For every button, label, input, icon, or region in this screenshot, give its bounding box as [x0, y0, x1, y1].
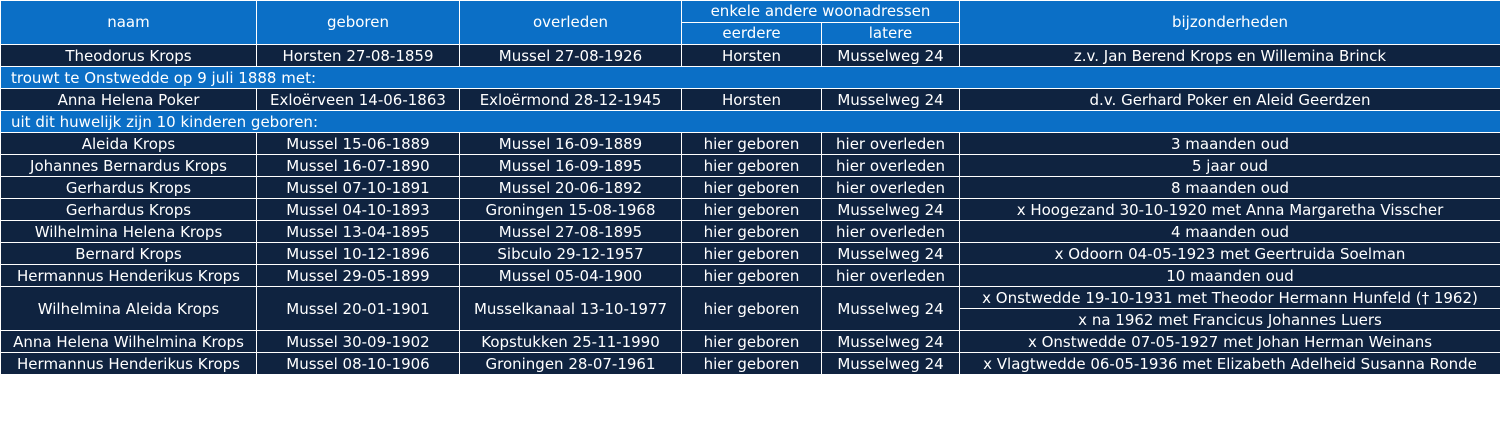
cell-overleden: Groningen 28-07-1961	[460, 353, 682, 375]
cell-overleden: Kopstukken 25-11-1990	[460, 331, 682, 353]
cell-naam: Wilhelmina Helena Krops	[1, 221, 257, 243]
cell-latere: Musselweg 24	[822, 89, 960, 111]
cell-overleden: Mussel 16-09-1895	[460, 155, 682, 177]
cell-bijzonderheden-2: x na 1962 met Francicus Johannes Luers	[960, 309, 1500, 331]
children-note-row	[1, 111, 1500, 133]
cell-overleden: Exloërmond 28-12-1945	[460, 89, 682, 111]
cell-eerdere: hier geboren	[682, 243, 822, 265]
header-geboren: geboren	[257, 1, 460, 45]
cell-overleden: Groningen 15-08-1968	[460, 199, 682, 221]
cell-eerdere: hier geboren	[682, 265, 822, 287]
cell-latere: Musselweg 24	[822, 199, 960, 221]
header-woonadressen: enkele andere woonadressen	[682, 1, 960, 23]
cell-eerdere: hier geboren	[682, 199, 822, 221]
cell-latere: hier overleden	[822, 155, 960, 177]
header-overleden: overleden	[460, 1, 682, 45]
cell-latere: hier overleden	[822, 221, 960, 243]
cell-bijzonderheden: d.v. Gerhard Poker en Aleid Geerdzen	[960, 89, 1500, 111]
cell-geboren: Mussel 04-10-1893	[257, 199, 460, 221]
cell-eerdere: Horsten	[682, 89, 822, 111]
cell-latere: hier overleden	[822, 133, 960, 155]
cell-geboren: Mussel 10-12-1896	[257, 243, 460, 265]
cell-naam: Gerhardus Krops	[1, 199, 257, 221]
cell-bijzonderheden: x Hoogezand 30-10-1920 met Anna Margaretha Visscher	[960, 199, 1500, 221]
husband-row	[1, 45, 1500, 67]
cell-bijzonderheden: 10 maanden oud	[960, 265, 1500, 287]
children-note: uit dit huwelijk zijn 10 kinderen geboren:	[1, 111, 1500, 133]
cell-latere: hier overleden	[822, 177, 960, 199]
cell-overleden: Mussel 20-06-1892	[460, 177, 682, 199]
child-row	[1, 133, 1500, 155]
cell-latere: Musselweg 24	[822, 45, 960, 67]
cell-bijzonderheden: 3 maanden oud	[960, 133, 1500, 155]
cell-eerdere: hier geboren	[682, 331, 822, 353]
header-row	[1, 1, 1500, 23]
child-row	[1, 331, 1500, 353]
cell-naam: Theodorus Krops	[1, 45, 257, 67]
cell-eerdere: hier geboren	[682, 155, 822, 177]
cell-latere: Musselweg 24	[822, 353, 960, 375]
cell-latere: Musselweg 24	[822, 243, 960, 265]
cell-eerdere: hier geboren	[682, 177, 822, 199]
header-bijzonderheden: bijzonderheden	[960, 1, 1500, 45]
child-row	[1, 155, 1500, 177]
cell-overleden: Mussel 27-08-1926	[460, 45, 682, 67]
cell-bijzonderheden: 8 maanden oud	[960, 177, 1500, 199]
child-row	[1, 243, 1500, 265]
cell-geboren: Mussel 08-10-1906	[257, 353, 460, 375]
cell-bijzonderheden: x Odoorn 04-05-1923 met Geertruida Soelman	[960, 243, 1500, 265]
header-latere: latere	[822, 23, 960, 45]
cell-bijzonderheden: z.v. Jan Berend Krops en Willemina Brinck	[960, 45, 1500, 67]
cell-eerdere: hier geboren	[682, 353, 822, 375]
child-row	[1, 177, 1500, 199]
cell-eerdere: hier geboren	[682, 133, 822, 155]
cell-bijzonderheden: x Onstwedde 19-10-1931 met Theodor Hermann Hunfeld († 1962)	[960, 287, 1500, 309]
cell-naam: Anna Helena Poker	[1, 89, 257, 111]
cell-naam: Hermannus Henderikus Krops	[1, 265, 257, 287]
marriage-note-row	[1, 67, 1500, 89]
header-eerdere: eerdere	[682, 23, 822, 45]
cell-geboren: Mussel 29-05-1899	[257, 265, 460, 287]
cell-geboren: Mussel 13-04-1895	[257, 221, 460, 243]
cell-latere: Musselweg 24	[822, 331, 960, 353]
child-row	[1, 353, 1500, 375]
child-row	[1, 265, 1500, 287]
cell-overleden: Mussel 05-04-1900	[460, 265, 682, 287]
cell-geboren: Mussel 20-01-1901	[257, 287, 460, 331]
cell-bijzonderheden: x Vlagtwedde 06-05-1936 met Elizabeth Adelheid Susanna Ronde	[960, 353, 1500, 375]
cell-latere: Musselweg 24	[822, 287, 960, 331]
cell-geboren: Horsten 27-08-1859	[257, 45, 460, 67]
cell-overleden: Mussel 16-09-1889	[460, 133, 682, 155]
cell-overleden: Musselkanaal 13-10-1977	[460, 287, 682, 331]
cell-naam: Gerhardus Krops	[1, 177, 257, 199]
cell-naam: Wilhelmina Aleida Krops	[1, 287, 257, 331]
child-row	[1, 287, 1500, 309]
cell-eerdere: Horsten	[682, 45, 822, 67]
cell-latere: hier overleden	[822, 265, 960, 287]
cell-bijzonderheden: 4 maanden oud	[960, 221, 1500, 243]
cell-overleden: Sibculo 29-12-1957	[460, 243, 682, 265]
child-row	[1, 221, 1500, 243]
cell-overleden: Mussel 27-08-1895	[460, 221, 682, 243]
wife-row	[1, 89, 1500, 111]
cell-eerdere: hier geboren	[682, 221, 822, 243]
cell-bijzonderheden: x Onstwedde 07-05-1927 met Johan Herman Weinans	[960, 331, 1500, 353]
cell-bijzonderheden: 5 jaar oud	[960, 155, 1500, 177]
marriage-note: trouwt te Onstwedde op 9 juli 1888 met:	[1, 67, 1500, 89]
cell-geboren: Mussel 30-09-1902	[257, 331, 460, 353]
cell-geboren: Exloërveen 14-06-1863	[257, 89, 460, 111]
cell-naam: Bernard Krops	[1, 243, 257, 265]
cell-naam: Hermannus Henderikus Krops	[1, 353, 257, 375]
cell-geboren: Mussel 07-10-1891	[257, 177, 460, 199]
cell-geboren: Mussel 15-06-1889	[257, 133, 460, 155]
cell-geboren: Mussel 16-07-1890	[257, 155, 460, 177]
cell-eerdere: hier geboren	[682, 287, 822, 331]
cell-naam: Aleida Krops	[1, 133, 257, 155]
child-row	[1, 199, 1500, 221]
cell-naam: Anna Helena Wilhelmina Krops	[1, 331, 257, 353]
header-naam: naam	[1, 1, 257, 45]
cell-naam: Johannes Bernardus Krops	[1, 155, 257, 177]
